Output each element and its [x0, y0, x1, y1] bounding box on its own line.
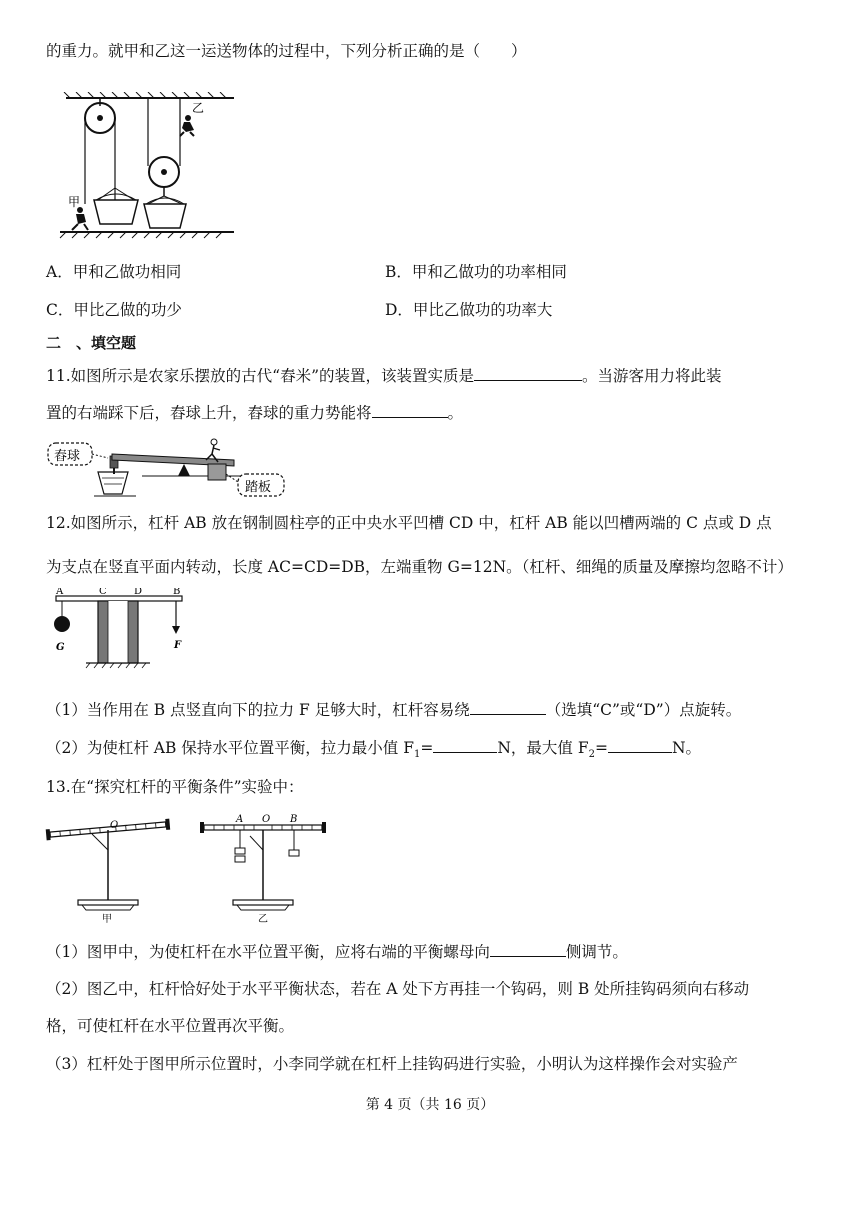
q12-sub2-eq2: = — [594, 739, 608, 757]
label-fig-jia: 甲 — [102, 914, 112, 924]
q11-line1 — [46, 364, 722, 387]
label-yi: 乙 — [192, 101, 205, 115]
label-ball: 舂球 — [54, 449, 81, 464]
q11-text-d: 。 — [447, 404, 464, 422]
label-f: F — [174, 640, 182, 651]
label-fig-yi: 乙 — [258, 914, 268, 924]
q12-sub2-sub2: 2 — [588, 749, 595, 761]
q10-option-c[interactable]: C．甲比乙做的功少 — [46, 301, 182, 319]
q12-sub2-text-c: N，最大值 F — [497, 739, 589, 757]
q13-figure-yi — [198, 812, 328, 924]
q10-option-a[interactable]: A．甲和乙做功相同 — [46, 263, 182, 281]
q12-sub2-sub1: 1 — [413, 749, 421, 761]
q11-blank-1[interactable] — [474, 364, 582, 381]
label-d: D — [134, 588, 143, 597]
q13-sub2-line1: （2）图乙中，杠杆恰好处于水平平衡状态，若在 A 处下方再挂一个钩码，则 B 处所挂钩码须向右移动 — [46, 980, 750, 998]
section-heading: 二 、填空题 — [46, 334, 137, 352]
q10-stem-end: 的重力。就甲和乙这一运送物体的过程中，下列分析正确的是（ ） — [46, 42, 527, 60]
label-b-yi: B — [290, 814, 298, 825]
label-a-yi: A — [236, 814, 244, 825]
q11-text-c: 置的右端踩下后，舂球上升，舂球的重力势能将 — [46, 404, 372, 422]
q12-sub2 — [46, 736, 701, 766]
q11-blank-2[interactable] — [372, 401, 448, 418]
q12-line2: 为支点在竖直平面内转动，长度 AC=CD=DB，左端重物 G=12N。（杠杆、细绳的质量及摩擦均忽略不计） — [46, 558, 793, 576]
q12-sub1-text-b: （选填“C”或“D”）点旋转。 — [545, 701, 742, 719]
q11-line2 — [46, 401, 463, 424]
q13-sub1-text-a: （1）图甲中，为使杠杆在水平位置平衡，应将右端的平衡螺母向 — [46, 943, 490, 961]
q12-blank-2[interactable] — [433, 736, 497, 753]
q12-sub1-text-a: （1）当作用在 B 点竖直向下的拉力 F 足够大时，杠杆容易绕 — [46, 701, 470, 719]
label-b: B — [173, 588, 181, 597]
q12-sub1 — [46, 698, 741, 721]
person-jia-icon — [72, 207, 88, 230]
q12-sub2-eq1: = — [420, 739, 434, 757]
label-pedal: 踏板 — [245, 480, 272, 495]
q13-blank-1[interactable] — [490, 940, 566, 957]
label-a: A — [56, 588, 64, 597]
q12-sub2-text-e: N。 — [671, 739, 702, 757]
q11-pounder-figure — [46, 434, 286, 500]
q12-lever-figure — [46, 588, 196, 672]
q13-figure-jia — [44, 812, 174, 924]
person-yi-icon — [180, 115, 194, 136]
q10-pulley-figure — [58, 92, 238, 242]
q12-line1: 12.如图所示，杠杆 AB 放在钢制圆柱亭的正中央水平凹槽 CD 中，杠杆 AB 能以凹槽两端的 C 点或 D 点 — [46, 514, 772, 532]
q10-option-d[interactable]: D．甲比乙做功的功率大 — [385, 301, 553, 319]
page-footer: 第 4 页（共 16 页） — [365, 1097, 495, 1113]
q12-blank-1[interactable] — [470, 698, 546, 715]
q11-text-a: 11.如图所示是农家乐摆放的古代“舂米”的装置，该装置实质是 — [46, 367, 475, 385]
label-c: C — [99, 588, 107, 597]
q13-sub1 — [46, 940, 628, 963]
q11-text-b: 。当游客用力将此装 — [582, 367, 722, 385]
q13-sub2-line2: 格，可使杠杆在水平位置再次平衡。 — [46, 1017, 295, 1035]
q13-sub3-line1: （3）杠杆处于图甲所示位置时，小李同学就在杠杆上挂钩码进行实验，小明认为这样操作会对实验产 — [46, 1055, 738, 1073]
q12-blank-3[interactable] — [608, 736, 672, 753]
q13-line1: 13.在“探究杠杆的平衡条件”实验中： — [46, 778, 304, 796]
label-jia: 甲 — [68, 195, 81, 209]
label-o-yi: O — [262, 814, 271, 825]
q12-sub2-text-a: （2）为使杠杆 AB 保持水平位置平衡，拉力最小值 F — [46, 739, 414, 757]
q13-sub1-text-b: 侧调节。 — [565, 943, 628, 961]
q10-option-b[interactable]: B．甲和乙做功的功率相同 — [385, 263, 567, 281]
label-g: G — [56, 642, 65, 653]
label-o-jia: O — [110, 820, 119, 831]
